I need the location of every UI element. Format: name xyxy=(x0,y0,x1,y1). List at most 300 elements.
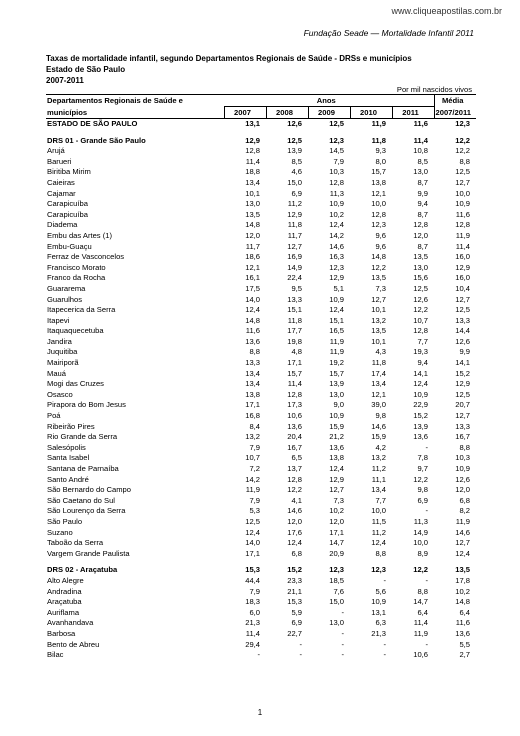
table-row xyxy=(46,485,476,496)
value-cell-2007: 12,4 xyxy=(245,305,260,315)
row-label: Guarulhos xyxy=(47,294,83,304)
value-cell-2007: 5,3 xyxy=(249,506,260,516)
row-label: Taboão da Serra xyxy=(47,538,104,548)
mean-cell: 17,8 xyxy=(455,575,470,585)
row-label: Osasco xyxy=(47,389,73,399)
mean-cell: 8,2 xyxy=(459,506,470,516)
table-row xyxy=(46,618,476,629)
row-label: Santa Isabel xyxy=(47,453,90,463)
value-cell-2007: 11,7 xyxy=(245,241,260,251)
value-cell-2010: 4,2 xyxy=(375,442,386,452)
title-line-3: 2007-2011 xyxy=(46,76,84,85)
table-row xyxy=(46,538,476,549)
value-cell-2011: 14,9 xyxy=(413,527,428,537)
value-cell-2008: 21,1 xyxy=(287,586,302,596)
mean-cell: 12,5 xyxy=(455,305,470,315)
value-cell-2008: 12,5 xyxy=(287,135,302,145)
value-cell-2009: 12,9 xyxy=(329,273,344,283)
mean-cell: 10,0 xyxy=(455,188,470,198)
value-cell-2010: 17,4 xyxy=(371,368,386,378)
value-cell-2009: 20,9 xyxy=(329,548,344,558)
row-label: Itapecerica da Serra xyxy=(47,305,116,315)
mean-cell: 12,8 xyxy=(455,220,470,230)
value-cell-2007: 17,5 xyxy=(245,283,260,293)
value-cell-2010: 12,1 xyxy=(371,389,386,399)
value-cell-2009: 10,3 xyxy=(329,167,344,177)
mean-cell: 6,8 xyxy=(459,495,470,505)
mean-cell: 12,3 xyxy=(455,119,470,128)
row-label: Alto Alegre xyxy=(47,575,84,585)
table-row xyxy=(46,210,476,221)
value-cell-2011: 6,9 xyxy=(417,495,428,505)
value-cell-2008: 11,8 xyxy=(287,220,302,230)
value-cell-2009: 5,1 xyxy=(333,283,344,293)
site-url[interactable]: www.cliqueapostilas.com.br xyxy=(391,6,502,16)
value-cell-2011: 11,3 xyxy=(413,516,428,526)
table-row xyxy=(46,400,476,411)
row-label: Mogi das Cruzes xyxy=(47,379,104,389)
mean-cell: 8,8 xyxy=(459,156,470,166)
value-cell-2011: 12,6 xyxy=(413,294,428,304)
value-cell-2007: - xyxy=(257,650,260,660)
table-row xyxy=(46,295,476,306)
table-row xyxy=(46,528,476,539)
value-cell-2009: 13,0 xyxy=(329,389,344,399)
value-cell-2011: - xyxy=(425,506,428,516)
value-cell-2010: 13,4 xyxy=(371,379,386,389)
value-cell-2009: 7,6 xyxy=(333,586,344,596)
value-cell-2008: 22,7 xyxy=(287,628,302,638)
value-cell-2010: 15,9 xyxy=(371,432,386,442)
mean-cell: 10,4 xyxy=(455,283,470,293)
row-label: Bento de Abreu xyxy=(47,639,100,649)
table-row xyxy=(46,252,476,263)
table-row xyxy=(46,587,476,598)
value-cell-2007: 8,8 xyxy=(249,347,260,357)
value-cell-2009: 19,2 xyxy=(329,358,344,368)
mean-cell: 12,2 xyxy=(455,146,470,156)
value-cell-2008: 11,8 xyxy=(287,315,302,325)
table-row xyxy=(46,369,476,380)
value-cell-2009: 10,9 xyxy=(329,199,344,209)
value-cell-2010: 12,3 xyxy=(371,220,386,230)
value-cell-2009: 13,6 xyxy=(329,442,344,452)
value-cell-2010: - xyxy=(383,639,386,649)
value-cell-2007: 15,3 xyxy=(245,565,260,575)
value-cell-2008: 11,7 xyxy=(287,230,302,240)
col-header-region-line2: municípios xyxy=(46,107,224,119)
value-cell-2010: 5,6 xyxy=(375,586,386,596)
value-cell-2009: 7,9 xyxy=(333,156,344,166)
value-cell-2010: 7,7 xyxy=(375,495,386,505)
value-cell-2011: 14,7 xyxy=(413,597,428,607)
value-cell-2011: 12,2 xyxy=(413,474,428,484)
title-line-2: Estado de São Paulo xyxy=(46,65,126,74)
table-row xyxy=(46,453,476,464)
mean-cell: 11,6 xyxy=(455,618,470,628)
value-cell-2010: 11,2 xyxy=(371,464,386,473)
mean-cell: 12,9 xyxy=(455,262,470,272)
row-label: Araçatuba xyxy=(47,597,82,607)
value-cell-2010: 14,6 xyxy=(371,421,386,431)
value-cell-2011: 8,8 xyxy=(417,586,428,596)
value-cell-2011: 19,3 xyxy=(413,347,428,357)
table-row xyxy=(46,549,476,560)
value-cell-2007: 10,7 xyxy=(245,453,260,463)
value-cell-2008: 14,9 xyxy=(287,262,302,272)
table-body xyxy=(46,119,476,661)
value-cell-2011: 7,8 xyxy=(417,453,428,463)
value-cell-2007: 13,4 xyxy=(245,177,260,187)
value-cell-2010: 12,1 xyxy=(371,188,386,198)
value-cell-2010: 11,9 xyxy=(371,119,386,128)
value-cell-2008: 9,5 xyxy=(291,283,302,293)
value-cell-2011: 12,8 xyxy=(413,326,428,336)
row-label: Itaquaquecetuba xyxy=(47,326,104,336)
value-cell-2007: 12,5 xyxy=(245,516,260,526)
value-cell-2007: 6,0 xyxy=(249,607,260,617)
value-cell-2008: 17,1 xyxy=(287,358,302,368)
value-cell-2007: 16,1 xyxy=(245,273,260,283)
value-cell-2009: 12,4 xyxy=(329,305,344,315)
value-cell-2008: 22,4 xyxy=(287,273,302,283)
table-row xyxy=(46,379,476,390)
value-cell-2010: 11,5 xyxy=(371,516,386,526)
value-cell-2007: 17,1 xyxy=(245,548,260,558)
mean-cell: 13,6 xyxy=(455,628,470,638)
value-cell-2008: 12,6 xyxy=(287,119,302,128)
value-cell-2011: 12,8 xyxy=(413,220,428,230)
row-label: Salesópolis xyxy=(47,442,86,452)
mean-cell: 15,2 xyxy=(455,368,470,378)
value-cell-2010: 13,2 xyxy=(371,315,386,325)
value-cell-2009: 12,0 xyxy=(329,516,344,526)
value-cell-2008: 8,5 xyxy=(291,156,302,166)
value-cell-2010: 7,3 xyxy=(375,283,386,293)
mean-cell: 9,9 xyxy=(459,347,470,357)
table-row xyxy=(46,358,476,369)
row-label: Ribeirão Pires xyxy=(47,421,95,431)
value-cell-2011: 12,2 xyxy=(413,565,428,575)
table-row xyxy=(46,284,476,295)
row-label: DRS 02 - Araçatuba xyxy=(47,565,118,575)
value-cell-2011: 10,9 xyxy=(413,389,428,399)
value-cell-2010: 12,8 xyxy=(371,209,386,219)
table-row xyxy=(46,576,476,587)
year-header-2008: 2008 xyxy=(266,107,308,119)
value-cell-2010: 8,0 xyxy=(375,156,386,166)
value-cell-2009: 7,3 xyxy=(333,495,344,505)
value-cell-2009: 12,3 xyxy=(329,262,344,272)
value-cell-2010: 12,2 xyxy=(371,262,386,272)
value-cell-2011: 8,5 xyxy=(417,156,428,166)
value-cell-2008: 12,8 xyxy=(287,389,302,399)
value-cell-2008: 16,7 xyxy=(287,442,302,452)
value-cell-2011: 6,4 xyxy=(417,607,428,617)
value-cell-2007: 17,1 xyxy=(245,400,260,410)
value-cell-2010: 11,2 xyxy=(371,527,386,537)
value-cell-2011: 11,4 xyxy=(413,135,428,145)
value-cell-2007: 13,0 xyxy=(245,199,260,209)
row-label: Arujá xyxy=(47,146,65,156)
value-cell-2007: 13,1 xyxy=(245,119,260,128)
value-cell-2009: 15,0 xyxy=(329,597,344,607)
value-cell-2010: 15,7 xyxy=(371,167,386,177)
value-cell-2008: - xyxy=(299,650,302,660)
value-cell-2011: 8,7 xyxy=(417,209,428,219)
value-cell-2009: - xyxy=(341,628,344,638)
value-cell-2009: 14,6 xyxy=(329,241,344,251)
years-group-header: Anos xyxy=(224,95,434,107)
value-cell-2011: 10,8 xyxy=(413,146,428,156)
mean-cell: 12,9 xyxy=(455,379,470,389)
value-cell-2007: 14,8 xyxy=(245,315,260,325)
mean-cell: 6,4 xyxy=(459,607,470,617)
value-cell-2009: 11,9 xyxy=(329,347,344,357)
title-line-1: Taxas de mortalidade infantil, segundo Departamentos Regionais de Saúde - DRSs e municípios xyxy=(46,54,412,63)
value-cell-2010: 12,7 xyxy=(371,294,386,304)
value-cell-2009: 13,8 xyxy=(329,453,344,463)
row-label: Barbosa xyxy=(47,628,76,638)
value-cell-2007: 13,4 xyxy=(245,368,260,378)
row-label: São Caetano do Sul xyxy=(47,495,115,505)
value-cell-2011: - xyxy=(425,442,428,452)
row-label: Mairiporã xyxy=(47,358,79,368)
row-label: Itapevi xyxy=(47,315,70,325)
value-cell-2008: 13,7 xyxy=(287,464,302,473)
value-cell-2009: 14,5 xyxy=(329,146,344,156)
value-cell-2009: 12,8 xyxy=(329,177,344,187)
row-label: Cajamar xyxy=(47,188,76,198)
value-cell-2007: 14,0 xyxy=(245,294,260,304)
table-row xyxy=(46,650,476,661)
value-cell-2009: 10,2 xyxy=(329,209,344,219)
mean-cell: 12,5 xyxy=(455,167,470,177)
value-cell-2007: 13,4 xyxy=(245,379,260,389)
value-cell-2011: 13,6 xyxy=(413,432,428,442)
mean-cell: 5,5 xyxy=(459,639,470,649)
value-cell-2009: 12,4 xyxy=(329,464,344,473)
value-cell-2008: 17,7 xyxy=(287,326,302,336)
value-cell-2008: 15,2 xyxy=(287,565,302,575)
value-cell-2011: 11,6 xyxy=(413,119,428,128)
mean-header-line2: 2007/2011 xyxy=(434,107,476,119)
value-cell-2009: - xyxy=(341,607,344,617)
table-row xyxy=(46,146,476,157)
table-row xyxy=(46,263,476,274)
value-cell-2009: 12,3 xyxy=(329,135,344,145)
table-row xyxy=(46,506,476,517)
table-row xyxy=(46,326,476,337)
mean-cell: 11,9 xyxy=(455,516,470,526)
mean-cell: 12,7 xyxy=(455,177,470,187)
value-cell-2007: 16,8 xyxy=(245,411,260,421)
year-header-2007: 2007 xyxy=(224,107,266,119)
row-label: Carapicuíba xyxy=(47,209,88,219)
value-cell-2007: 12,4 xyxy=(245,527,260,537)
value-cell-2008: 17,3 xyxy=(287,400,302,410)
table-row xyxy=(46,608,476,619)
table-row xyxy=(46,178,476,189)
mean-cell: 12,5 xyxy=(455,389,470,399)
value-cell-2008: 12,8 xyxy=(287,474,302,484)
value-cell-2007: 11,9 xyxy=(245,485,260,495)
value-cell-2009: 10,2 xyxy=(329,506,344,516)
row-label: Suzano xyxy=(47,527,73,537)
row-label: Jandira xyxy=(47,336,72,346)
value-cell-2010: 13,1 xyxy=(371,607,386,617)
value-cell-2007: 12,8 xyxy=(245,146,260,156)
value-cell-2009: 16,5 xyxy=(329,326,344,336)
value-cell-2008: 12,9 xyxy=(287,209,302,219)
value-cell-2011: 13,9 xyxy=(413,421,428,431)
value-cell-2008: 6,9 xyxy=(291,188,302,198)
value-cell-2008: 5,9 xyxy=(291,607,302,617)
row-label: Poá xyxy=(47,411,61,421)
value-cell-2007: 44,4 xyxy=(245,575,260,585)
value-cell-2009: 15,7 xyxy=(329,368,344,378)
mean-cell: 14,6 xyxy=(455,527,470,537)
value-cell-2010: 13,2 xyxy=(371,453,386,463)
value-cell-2010: 10,9 xyxy=(371,597,386,607)
mean-cell: 10,9 xyxy=(455,199,470,209)
mean-cell: 12,7 xyxy=(455,538,470,548)
value-cell-2008: 10,6 xyxy=(287,411,302,421)
value-cell-2008: 4,8 xyxy=(291,347,302,357)
value-cell-2008: 13,6 xyxy=(287,421,302,431)
mean-cell: 16,0 xyxy=(455,273,470,283)
value-cell-2007: 14,2 xyxy=(245,474,260,484)
value-cell-2008: 15,3 xyxy=(287,597,302,607)
mean-cell: 13,3 xyxy=(455,315,470,325)
value-cell-2008: 12,2 xyxy=(287,485,302,495)
row-label: Franco da Rocha xyxy=(47,273,106,283)
value-cell-2007: 12,9 xyxy=(245,135,260,145)
table-row xyxy=(46,316,476,327)
value-cell-2009: 15,9 xyxy=(329,421,344,431)
value-cell-2010: 9,3 xyxy=(375,146,386,156)
row-label: Embu-Guaçu xyxy=(47,241,92,251)
value-cell-2008: 13,3 xyxy=(287,294,302,304)
value-cell-2007: 14,0 xyxy=(245,538,260,548)
value-cell-2009: 13,9 xyxy=(329,379,344,389)
value-cell-2007: 13,2 xyxy=(245,432,260,442)
row-label: Carapicuíba xyxy=(47,199,88,209)
value-cell-2010: 11,1 xyxy=(371,474,386,484)
value-cell-2009: 12,5 xyxy=(329,119,344,128)
value-cell-2008: 23,3 xyxy=(287,575,302,585)
mean-cell: 12,6 xyxy=(455,336,470,346)
table-row xyxy=(46,337,476,348)
year-header-2010: 2010 xyxy=(350,107,392,119)
value-cell-2011: - xyxy=(425,575,428,585)
value-cell-2007: 7,2 xyxy=(249,464,260,473)
value-cell-2011: 12,5 xyxy=(413,283,428,293)
value-cell-2009: 15,1 xyxy=(329,315,344,325)
value-cell-2009: 18,5 xyxy=(329,575,344,585)
value-cell-2007: 11,4 xyxy=(245,628,260,638)
value-cell-2008: 6,9 xyxy=(291,618,302,628)
value-cell-2010: 11,8 xyxy=(371,358,386,368)
value-cell-2010: 9,8 xyxy=(375,411,386,421)
value-cell-2011: 8,9 xyxy=(417,548,428,558)
unit-note: Por mil nascidos vivos xyxy=(396,85,472,94)
row-label: DRS 01 - Grande São Paulo xyxy=(47,135,146,145)
mean-cell: 10,3 xyxy=(455,453,470,463)
row-label: Ferraz de Vasconcelos xyxy=(47,252,125,262)
value-cell-2009: 10,9 xyxy=(329,294,344,304)
table-row xyxy=(46,167,476,178)
table-row xyxy=(46,432,476,443)
value-cell-2011: 9,9 xyxy=(417,188,428,198)
row-label: Guararema xyxy=(47,283,86,293)
value-cell-2009: 12,3 xyxy=(329,565,344,575)
value-cell-2011: 15,2 xyxy=(413,411,428,421)
value-cell-2009: - xyxy=(341,650,344,660)
table-row xyxy=(46,347,476,358)
mean-cell: 12,4 xyxy=(455,548,470,558)
table-title xyxy=(46,53,486,86)
value-cell-2008: 20,4 xyxy=(287,432,302,442)
table-row xyxy=(46,464,476,475)
value-cell-2010: 13,8 xyxy=(371,177,386,187)
row-label: Santo André xyxy=(47,474,89,484)
value-cell-2011: 12,2 xyxy=(413,305,428,315)
value-cell-2010: 39,0 xyxy=(371,400,386,410)
table-row xyxy=(46,273,476,284)
value-cell-2010: 11,8 xyxy=(371,135,386,145)
mean-cell: 12,0 xyxy=(455,485,470,495)
table-row xyxy=(46,242,476,253)
value-cell-2007: 10,1 xyxy=(245,188,260,198)
mean-cell: 14,8 xyxy=(455,597,470,607)
value-cell-2011: 10,6 xyxy=(413,650,428,660)
value-cell-2011: 13,5 xyxy=(413,252,428,262)
running-header: Fundação Seade — Mortalidade Infantil 2011 xyxy=(303,28,474,38)
value-cell-2010: 8,8 xyxy=(375,548,386,558)
value-cell-2011: - xyxy=(425,639,428,649)
value-cell-2011: 8,7 xyxy=(417,241,428,251)
mean-cell: 12,7 xyxy=(455,411,470,421)
value-cell-2011: 8,7 xyxy=(417,177,428,187)
value-cell-2011: 7,7 xyxy=(417,336,428,346)
value-cell-2010: 12,4 xyxy=(371,538,386,548)
row-label: Avanhandava xyxy=(47,618,94,628)
row-label: Auriflama xyxy=(47,607,80,617)
mean-cell: 14,1 xyxy=(455,358,470,368)
value-cell-2007: 13,5 xyxy=(245,209,260,219)
value-cell-2007: 7,9 xyxy=(249,495,260,505)
value-cell-2010: 10,1 xyxy=(371,336,386,346)
mean-cell: 12,2 xyxy=(455,135,470,145)
value-cell-2007: 11,6 xyxy=(245,326,260,336)
value-cell-2011: 10,7 xyxy=(413,315,428,325)
mean-cell: 12,7 xyxy=(455,294,470,304)
mean-header-line1: Média xyxy=(434,95,476,107)
mean-cell: 2,7 xyxy=(459,650,470,660)
value-cell-2009: 21,2 xyxy=(329,432,344,442)
year-header-2011: 2011 xyxy=(392,107,434,119)
value-cell-2011: 9,4 xyxy=(417,358,428,368)
value-cell-2007: 29,4 xyxy=(245,639,260,649)
value-cell-2007: 13,8 xyxy=(245,389,260,399)
table-row xyxy=(46,136,476,147)
value-cell-2010: - xyxy=(383,650,386,660)
table-row xyxy=(46,422,476,433)
table-row xyxy=(46,496,476,507)
value-cell-2010: 14,8 xyxy=(371,252,386,262)
value-cell-2009: 11,3 xyxy=(329,188,344,198)
